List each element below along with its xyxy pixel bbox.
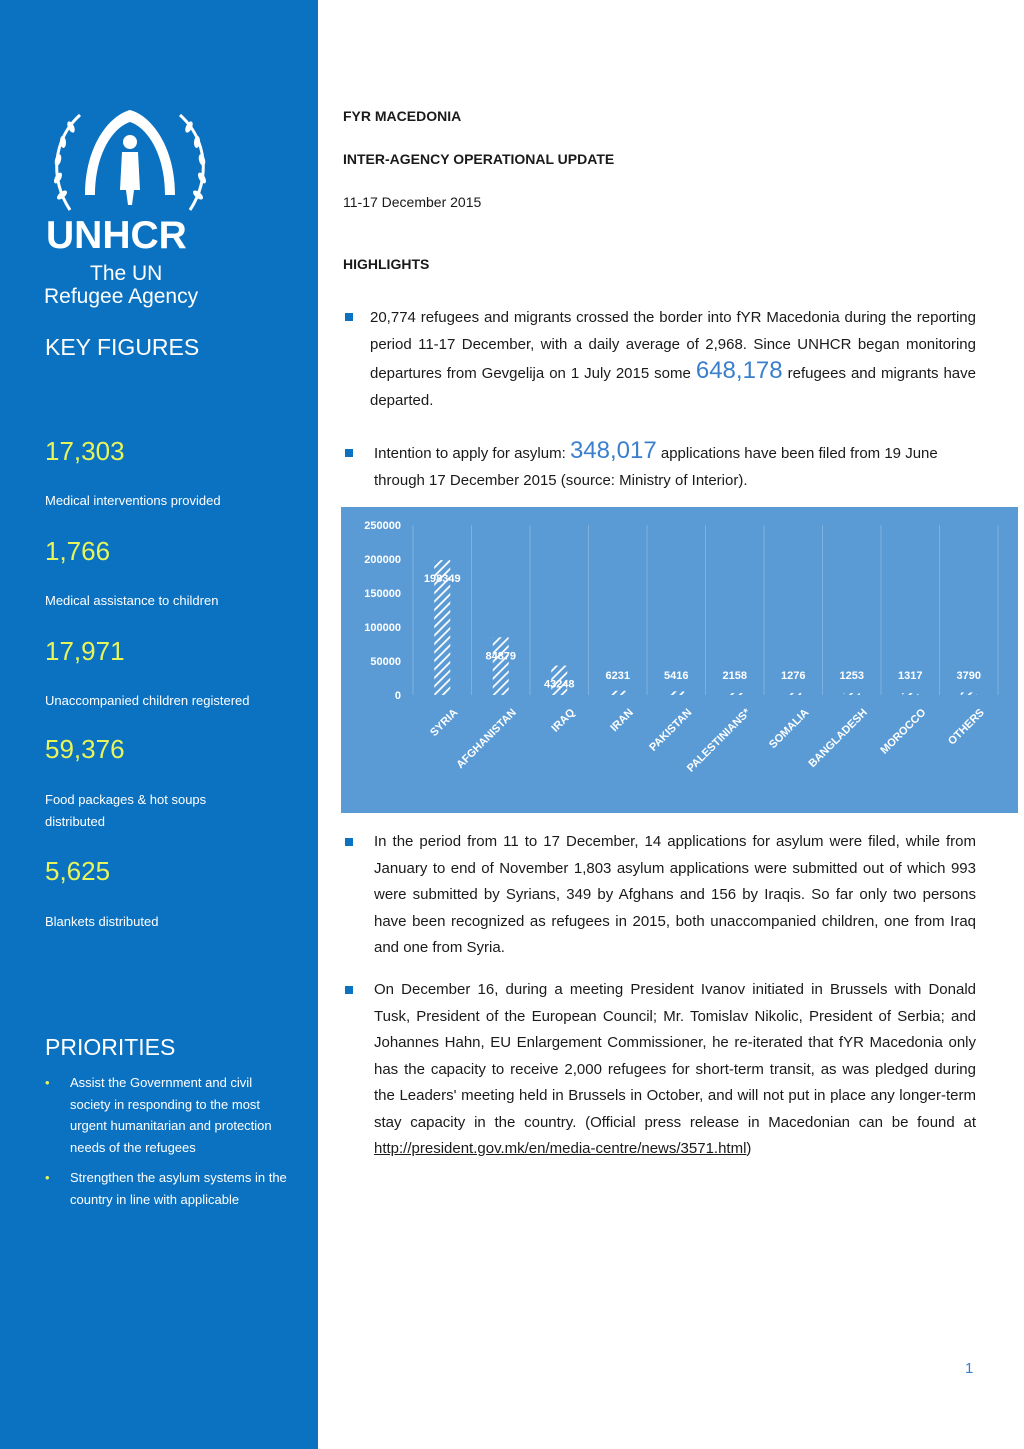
category-label: IRAQ — [549, 706, 578, 735]
report-title: INTER-AGENCY OPERATIONAL UPDATE — [343, 151, 615, 167]
key-figure-value: 59,376 — [45, 734, 125, 764]
key-figure-label: Food packages & hot soups distributed — [45, 792, 207, 829]
data-label: 6231 — [605, 670, 630, 682]
bar-palestinians — [727, 693, 743, 695]
key-figures-heading: KEY FIGURES — [45, 334, 200, 360]
category-label: SYRIA — [428, 706, 461, 739]
asylum-chart — [341, 507, 1018, 813]
y-tick-label: 0 — [394, 690, 401, 702]
bullet-dot-icon: • — [45, 1170, 50, 1185]
data-label: 1253 — [839, 670, 864, 682]
bar-somalia — [785, 693, 801, 695]
key-figure-label: Blankets distributed — [45, 914, 159, 929]
asylum-detail-paragraph: In the period from 11 to 17 December, 14 applications for asylum were filed, while from January to end of November 1,803 asylum applications were submitted out of which 993 were submitted by Syrians, 349 by Afghans and 156 by Iraqis. So far only two persons have been recognized as refugees in 2015, both unaccompanied children, one from Iraq and one from Syria. — [374, 833, 976, 956]
logo-name: UNHCR — [46, 214, 187, 257]
bar-others — [961, 692, 977, 695]
data-label: 5416 — [664, 670, 689, 682]
logo-subtitle: The UN — [90, 262, 163, 285]
meeting-text: On December 16, during a meeting President Ivanov initiated in Brussels with Donald Tusk, President of the European Council; Mr. Tomislav Nikolic, President of Serbia; and Johannes Hahn, EU Enlargement Commissioner, he re-iterated that fYR Macedonia only has the capacity to receive 2,000 refugees for short-term transit, as was pledged during the Leaders' meeting held in Brussels in October, and will not put in place any longer-term stay capacity in the country. (Official press release in Macedonian can be found at — [374, 981, 976, 1131]
priority-item — [45, 1072, 290, 1158]
y-tick-label: 50000 — [370, 656, 401, 668]
meeting-paragraph — [374, 977, 976, 1163]
category-label: IRAN — [608, 706, 636, 735]
meeting-text-end: ) — [746, 1140, 752, 1157]
asylum-paragraph — [374, 438, 974, 494]
key-figure-label: Medical interventions provided — [45, 493, 221, 508]
priority-text: Assist the Government and civil society in responding to the most urgent humanitarian and protection needs of the refugees — [70, 1075, 272, 1155]
data-label: 43248 — [543, 678, 575, 691]
page-number: 1 — [965, 1360, 974, 1377]
key-figure-value: 1,766 — [45, 536, 111, 566]
category-label: OTHERS — [945, 706, 987, 748]
asylum-total: 348,017 — [569, 437, 657, 464]
bar-pakistan — [668, 691, 684, 695]
highlight-text-tail: refugees and migrants have departed. — [370, 365, 976, 409]
highlights-heading: HIGHLIGHTS — [343, 256, 430, 272]
country-title: FYR MACEDONIA — [343, 108, 462, 124]
data-label: 3790 — [956, 670, 981, 682]
bar-bangladesh — [844, 693, 860, 695]
y-tick-label: 200000 — [364, 554, 401, 566]
category-label: PAKISTAN — [647, 706, 695, 754]
key-figure-value: 17,971 — [45, 636, 125, 666]
bar-afghanistan — [493, 637, 509, 695]
report-date: 11-17 December 2015 — [343, 194, 482, 210]
asylum-text: Intention to apply for asylum: — [374, 445, 570, 462]
highlight-text: 20,774 refugees and migrants crossed the border into fYR Macedonia during the reporting period 11-17 December, with a daily average of 2,968. Since UNHCR began monitoring departures from Gevgelija on 1 July 2015 some — [370, 309, 976, 382]
bullet-square-icon — [345, 449, 353, 457]
data-label: 198349 — [423, 573, 461, 586]
sidebar — [0, 0, 318, 1449]
bullet-dot-icon: • — [45, 1075, 50, 1090]
data-label: 1276 — [781, 670, 806, 682]
y-tick-label: 250000 — [364, 520, 401, 532]
category-label: BANGLADESH — [806, 706, 870, 771]
data-label: 2158 — [722, 670, 747, 682]
unhcr-logo-icon — [40, 100, 220, 220]
priorities-heading: PRIORITIES — [45, 1034, 176, 1060]
asylum-text-tail: applications have been filed from 19 June through 17 December 2015 (source: Ministry of Interior). — [374, 445, 938, 489]
data-label: 84879 — [485, 650, 517, 663]
logo-subtitle-2: Refugee Agency — [44, 285, 199, 308]
category-label: PALESTINIANS* — [684, 706, 753, 775]
bullet-square-icon — [345, 313, 353, 321]
priority-text: Strengthen the asylum systems in the country in line with applicable — [70, 1170, 287, 1207]
key-figure-label: Medical assistance to children — [45, 593, 219, 608]
priority-item — [45, 1167, 290, 1210]
category-label: SOMALIA — [767, 706, 812, 751]
key-figure-value: 17,303 — [45, 436, 125, 466]
bullet-square-icon — [345, 986, 353, 994]
bar-morocco — [902, 693, 918, 695]
bar-iran — [610, 691, 626, 695]
y-tick-label: 150000 — [364, 588, 401, 600]
key-figure-value: 5,625 — [45, 856, 111, 886]
category-label: AFGHANISTAN — [454, 706, 519, 772]
key-figure-label: Unaccompanied children registered — [45, 693, 250, 708]
bullet-square-icon — [345, 838, 353, 846]
highlight-paragraph — [370, 305, 976, 414]
bar-chart — [341, 507, 1018, 813]
category-label: MOROCCO — [878, 706, 929, 757]
data-label: 1317 — [898, 670, 923, 682]
departures-total: 648,178 — [695, 357, 783, 384]
priorities-list — [45, 1072, 290, 1219]
press-release-link[interactable]: http://president.gov.mk/en/media-centre/news/3571.html — [374, 1140, 747, 1157]
y-tick-label: 100000 — [364, 622, 401, 634]
